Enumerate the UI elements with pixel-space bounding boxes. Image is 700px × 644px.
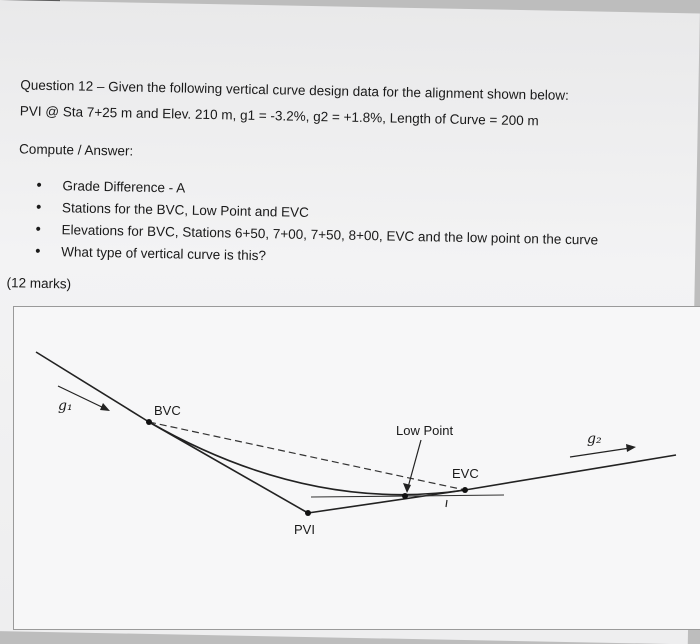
low-point-arrowhead [403, 483, 411, 493]
design-data-line: PVI @ Sta 7+25 m and Elev. 210 m, g1 = -3.2%, g2 = +1.8%, Length of Curve = 200 m [19, 103, 539, 129]
bvc-point [146, 419, 152, 425]
compute-label: Compute / Answer: [19, 141, 134, 159]
vertical-curve-diagram [14, 307, 700, 627]
g2-arrow-line [570, 448, 630, 457]
low-point-marker [402, 493, 408, 499]
marks-label: (12 marks) [6, 275, 72, 292]
g1-label: g₁ [58, 398, 73, 414]
task-item: • Elevations for BVC, Stations 6+50, 7+00, 7+50, 8+00, EVC and the low point on the curve [35, 219, 598, 252]
evc-tick-mark [446, 500, 447, 507]
g1-tangent-line [36, 352, 149, 422]
low-point-label: Low Point [396, 423, 454, 438]
evc-point [462, 487, 468, 493]
question-title: Question 12 – Given the following vertical curve design data for the alignment shown below: [20, 77, 569, 103]
task-item: • Grade Difference - A [36, 175, 599, 208]
task-list [35, 175, 599, 274]
vertical-curve-figure [13, 306, 700, 630]
g2-tangent-line [465, 455, 676, 490]
task-item: • What type of vertical curve is this? [35, 241, 598, 274]
bvc-label: BVC [154, 403, 181, 418]
g2-label: g₂ [587, 431, 602, 447]
pvi-point [305, 510, 311, 516]
evc-label: EVC [452, 466, 479, 481]
g1-arrowhead [100, 403, 110, 411]
low-point-leader-line [407, 440, 421, 491]
task-item: • Stations for the BVC, Low Point and EVC [36, 197, 599, 230]
pvi-label: PVI [294, 522, 315, 537]
g2-arrowhead [626, 444, 636, 452]
